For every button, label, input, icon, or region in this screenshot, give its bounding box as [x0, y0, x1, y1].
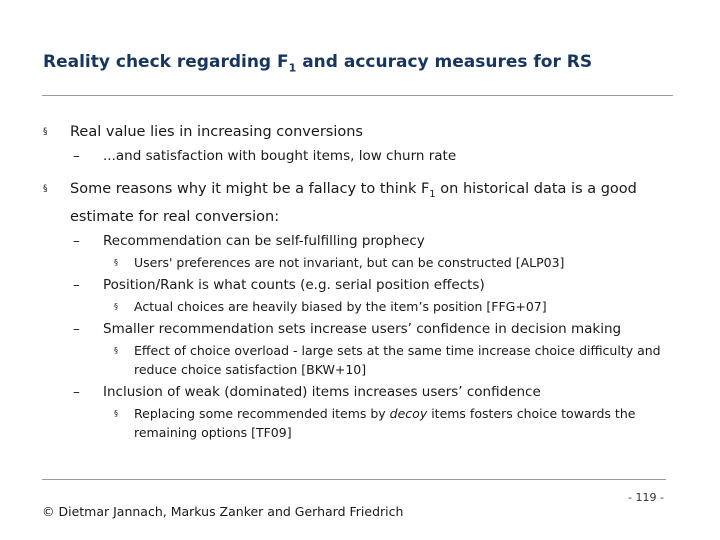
sub-bullet-text: ...and satisfaction with bought items, low churn rate: [103, 148, 457, 164]
square-bullet-icon: §: [114, 257, 118, 267]
footer-authors: © Dietmar Jannach, Markus Zanker and Gerhard Friedrich: [42, 504, 404, 519]
dash-bullet-icon: –: [73, 276, 80, 293]
detail-text: Replacing some recommended items by: [134, 405, 390, 421]
square-bullet-icon: §: [43, 184, 48, 194]
sub-bullet-satisfaction: [43, 147, 683, 166]
sub-bullet-text: Inclusion of weak (dominated) items increases users’ confidence: [103, 383, 541, 400]
detail-text-end: items fosters choice towards the remaining options [TF09]: [134, 405, 636, 440]
dash-bullet-icon: –: [73, 148, 80, 164]
detail-emphasis: decoy: [389, 405, 428, 421]
title-subscript: 1: [288, 61, 297, 75]
sub-bullet-text: Position/Rank is what counts (e.g. serial position effects): [103, 276, 485, 293]
title-divider: [42, 95, 673, 96]
dash-bullet-icon: –: [73, 383, 80, 400]
sub-bullet-text: Smaller recommendation sets increase users’ confidence in decision making: [103, 320, 622, 337]
reason-position-rank: [43, 276, 683, 295]
square-bullet-icon: §: [114, 345, 118, 355]
reason-self-fulfilling: [43, 232, 683, 251]
slide-title: [43, 52, 592, 74]
reason-weak-items: [43, 383, 683, 402]
detail-text: Effect of choice overload - large sets at the same time increase choice difficulty and reduce choice satisfaction [BKW+10]: [134, 342, 661, 377]
footer-divider: [42, 479, 666, 480]
slide-body: [43, 121, 683, 442]
dash-bullet-icon: –: [73, 320, 80, 337]
bullet-text-end: on historical data is a good estimate for real conversion:: [70, 181, 637, 225]
detail-choice-overload: [43, 341, 683, 379]
detail-decoy-items: [43, 404, 683, 442]
bullet-subscript: 1: [429, 188, 436, 200]
square-bullet-icon: §: [43, 127, 48, 137]
reason-smaller-sets: [43, 320, 683, 339]
sub-bullet-text: Recommendation can be self-fulfilling prophecy: [103, 232, 425, 249]
detail-text: Users' preferences are not invariant, but can be constructed [ALP03]: [134, 254, 565, 270]
dash-bullet-icon: –: [73, 232, 80, 249]
title-text: Reality check regarding F: [43, 52, 289, 72]
detail-text: Actual choices are heavily biased by the item’s position [FFG+07]: [134, 298, 547, 314]
square-bullet-icon: §: [114, 301, 118, 311]
bullet-text: Real value lies in increasing conversions: [70, 124, 363, 140]
bullet-real-value: [43, 121, 683, 143]
bullet-fallacy-reasons: [43, 178, 683, 228]
detail-position-bias: [43, 297, 683, 316]
detail-preferences: [43, 253, 683, 272]
page-number: - 119 -: [628, 491, 664, 504]
title-text-end: and accuracy measures for RS: [296, 52, 593, 72]
bullet-text: Some reasons why it might be a fallacy to think F: [70, 181, 430, 197]
square-bullet-icon: §: [114, 408, 118, 418]
